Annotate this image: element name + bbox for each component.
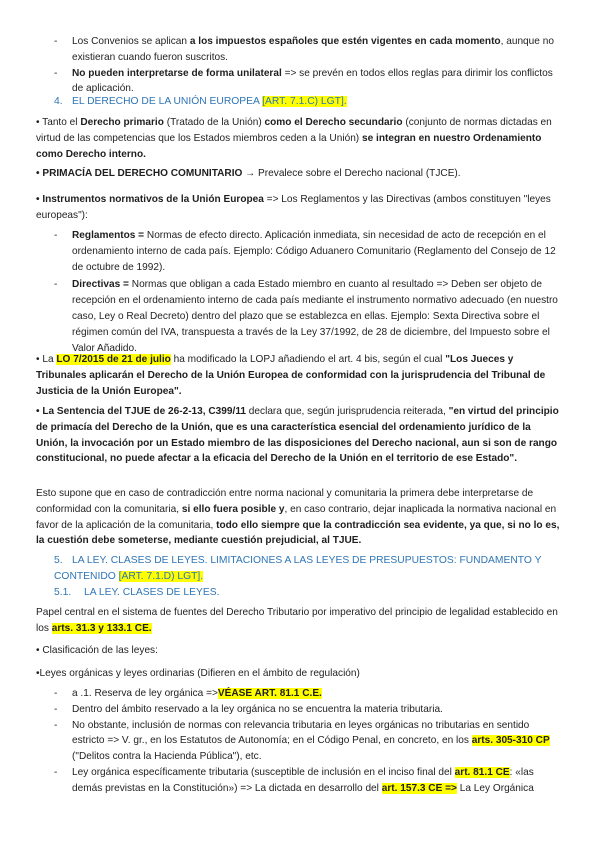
paragraph-papel-central: Papel central en el sistema de fuentes del Derecho Tributario por imperativo del principio de legalidad establecido en los arts. 31.3 y 133.1 CE. — [36, 607, 558, 634]
organicas-list — [36, 686, 561, 797]
paragraph-clasificacion: • Clasificación de las leyes: — [36, 645, 158, 656]
list-item: - Los Convenios se aplican a los impuestos españoles que estén vigentes en cada momento, aunque no existieran cuando fueron suscritos. — [36, 34, 561, 66]
paragraph-leyes-organicas: •Leyes orgánicas y leyes ordinarias (Difieren en el ámbito de regulación) — [36, 668, 360, 679]
list-item: - No pueden interpretarse de forma unilateral => se prevén en todos ellos reglas para dirimir los conflictos de aplicación. — [36, 66, 561, 98]
paragraph-instrumentos: • Instrumentos normativos de la Unión Europea => Los Reglamentos y las Directivas (ambos constituyen "leyes europeas"): — [36, 194, 551, 221]
list-item-directivas: - Directivas = Normas que obligan a cada Estado miembro en cuanto al resultado => Deben ser objeto de recepción en el ordenamiento interno de cada país mediante el instrumento normativo adecuado (en nuestro caso, Ley o Real Decreto) dentro del plazo que se establezca en ellas. Ejemplo: Sexta Directiva sobre el régimen común del IVA, transpuesta a través de la Ley 37/1992, de 28 de diciembre, del Impuesto sobre el Valor Añadido. — [36, 277, 561, 356]
list-item-reglamentos: - Reglamentos = Normas de efecto directo. Aplicación inmediata, sin necesidad de acto de recepción en el ordenamiento interno de cada país. Ejemplo: Código Aduanero Comunitario (Reglamento del Consejo de 12 de octubre de 1992). — [36, 228, 561, 275]
section-heading-4: 4. EL DERECHO DE LA UNIÓN EUROPEA [ART. 7.1.C) LGT]. — [54, 96, 347, 107]
instrumentos-list — [36, 228, 561, 356]
list-item: - No obstante, inclusión de normas con relevancia tributaria en leyes orgánicas no tributarias en sentido estricto => V. gr., en los Estatutos de Autonomía; en el Código Penal, en concreto, en los arts. 305-310 CP ("Delitos contra la Hacienda Pública"), etc. — [36, 718, 561, 765]
paragraph-lo-7-2015: • La LO 7/2015 de 21 de julio ha modificado la LOPJ añadiendo el art. 4 bis, según el cual "Los Jueces y Tribunales aplicarán el Derecho de la Unión Europea de conformidad con la jurisprudencia del Tribunal de Justicia de la Unión Europea". — [36, 354, 546, 397]
paragraph-derecho-primario: • Tanto el Derecho primario (Tratado de la Unión) como el Derecho secundario (conjunto de normas dictadas en virtud de las competencias que los Estados miembros ceden a la Unión) se integran en nuestro Ordenamiento como Derecho interno. — [36, 117, 552, 160]
convenios-list — [36, 34, 561, 97]
paragraph-primacia: • PRIMACÍA DEL DERECHO COMUNITARIO → Prevalece sobre el Derecho nacional (TJCE). — [36, 168, 461, 179]
section-heading-5: 5. LA LEY. CLASES DE LEYES. LIMITACIONES A LAS LEYES DE PRESUPUESTOS: FUNDAMENTO Y CONTENIDO [ART. 7.1.D) LGT]. — [54, 555, 542, 582]
section-heading-5-1: 5.1. LA LEY. CLASES DE LEYES. — [54, 587, 220, 598]
paragraph-sentencia-tjue: • La Sentencia del TJUE de 26-2-13, C399/11 declara que, según jurisprudencia reiterada, "en virtud del principio de primacía del Derecho de la Unión, que es una característica esencial del ordenamiento jurídico de la Unión, la invocación por un Estado miembro de las disposiciones del Derecho nacional, aun si son de rango constitucional, no puede afectar a la eficacia del Derecho de la Unión en el territorio de ese Estado". — [36, 406, 559, 465]
paragraph-contradiccion: Esto supone que en caso de contradicción entre norma nacional y comunitaria la primera debe interpretarse de conformidad con la comunitaria, si ello fuera posible y, en caso contrario, dejar inaplicada la normativa nacional en favor de la aplicación de la comunitaria, todo ello siempre que la contradicción sea evidente, ya que, si no lo es, la cuestión debe someterse, mediante cuestión prejudicial, al TJUE. — [36, 488, 560, 547]
list-item: - Dentro del ámbito reservado a la ley orgánica no se encuentra la materia tributaria. — [36, 702, 561, 718]
list-item: - Ley orgánica específicamente tributaria (susceptible de inclusión en el inciso final del art. 81.1 CE: «las demás previstas en la Constitución») => La dictada en desarrollo del art. 157.3 CE => La Ley Orgánica — [36, 765, 561, 797]
list-item: - a .1. Reserva de ley orgánica =>VÉASE ART. 81.1 C.E. — [36, 686, 561, 702]
